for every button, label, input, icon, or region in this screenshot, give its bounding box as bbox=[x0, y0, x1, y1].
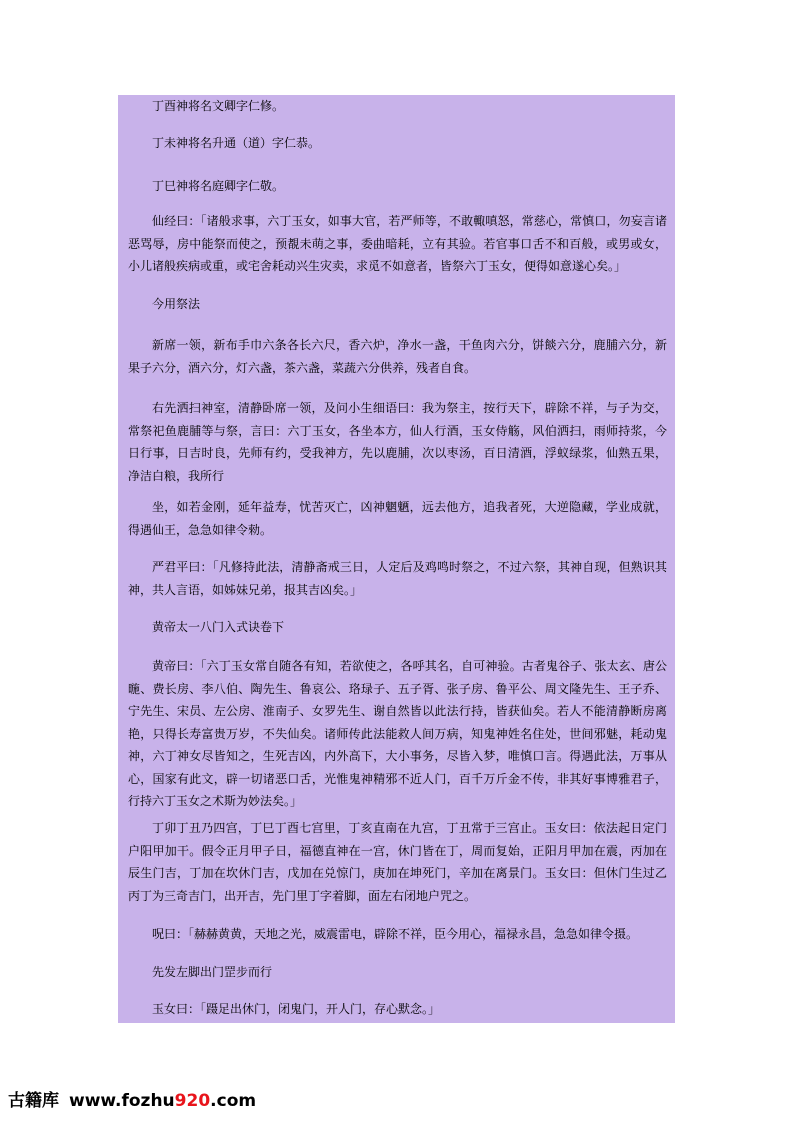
site-url-prefix: www.fozhu bbox=[69, 1091, 175, 1111]
paragraph-incantation: 呪曰：「赫赫黄黄，天地之光，威震雷电，辟除不祥，臣今用心，福禄永昌，急急如律令摄。 bbox=[152, 927, 639, 941]
paragraph-ding-si: 丁巳神将名庭卿字仁敬。 bbox=[152, 179, 285, 193]
paragraph-ritual-continued: 坐，如若金刚，延年益寿，忧苦灭亡，凶神魍魉，远去他方，追我者死，大逆隐藏，学业成就，得遇仙王，急急如律令勑。 bbox=[128, 500, 667, 537]
paragraph-palaces: 丁卯丁丑乃四宫，丁巳丁酉七宫里，丁亥直南在九宫，丁丑常于三宫止。玉女曰：依法起日定门户阳甲加干。假令正月甲子日，福德直神在一宫，休门皆在丁，周而复始，正阳月甲加在震，丙加在辰生门吉，丁加在坎休门吉，戊加在兑惊门，庚加在坤死门，辛加在离景门。玉女曰：但休门生过乙丙丁为三奇吉门，出开吉，先门里丁字着脚，面左右闭地户咒之。 bbox=[128, 821, 667, 903]
site-url-number: 920 bbox=[174, 1091, 211, 1111]
paragraph-ding-wei: 丁未神将名升通（道）字仁恭。 bbox=[152, 136, 321, 150]
site-url-suffix: .com bbox=[210, 1091, 257, 1111]
site-name: 古籍库 bbox=[8, 1091, 59, 1111]
paragraph-xian-jing: 仙经曰：「诸般求事，六丁玉女，如事大官，若严师等，不敢輙嗔怒，常慈心，常慎口，勿妄言诸恶骂辱，房中能祭而使之，预覩未萌之事，委曲暗耗，立有其验。若官事口舌不和百般，或男或女，小儿诸般疾病或重，或宅舍耗动兴生灾卖，求觅不如意者，皆祭六丁玉女，便得如意遂心矣。」 bbox=[128, 214, 667, 273]
paragraph-ding-you: 丁酉神将名文卿字仁修。 bbox=[152, 99, 285, 113]
paragraph-heading-scroll: 黄帝太一八门入式诀卷下 bbox=[152, 620, 285, 634]
paragraph-yu-nv: 玉女曰：「蹑足出休门，闭鬼门，开人门，存心默念。」 bbox=[152, 1002, 441, 1016]
site-watermark bbox=[8, 1088, 256, 1114]
paragraph-offerings: 新席一领，新布手巾六条各长六尺，香六炉，净水一盏，干鱼肉六分，饼餤六分，鹿脯六分，新果子六分，酒六分，灯六盏，茶六盏，菜蔬六分供养，残者自食。 bbox=[128, 338, 667, 375]
paragraph-yan-jun-ping: 严君平曰：「凡修持此法，清静斋戒三日，人定后及鸡鸣时祭之，不过六祭，其神自现，但熟识其神，共人言语，如姊妹兄弟，报其吉凶矣。」 bbox=[128, 560, 667, 597]
paragraph-heading-ji-fa: 今用祭法 bbox=[152, 297, 201, 311]
document-body bbox=[118, 95, 675, 1023]
paragraph-ritual: 右先洒扫神室，清静卧席一领，及问小生细语曰：我为祭主，按行天下，辟除不祥，与子为交，常祭祀鱼鹿脯等与祭，言曰：六丁玉女，各坐本方，仙人行酒，玉女侍觞，风伯洒扫，雨师持浆，今日行事，日吉时良，先师有约，受我神方，先以鹿脯，次以枣汤，百日清酒，浮蚁绿浆，仙熟五果，净洁白粮，我所行 bbox=[128, 401, 667, 483]
paragraph-huang-di: 黄帝曰：「六丁玉女常自随各有知，若欲使之，各呼其名，自可神验。古者鬼谷子、张太玄、唐公暆、费长房、李八伯、陶先生、鲁哀公、珞琭子、五子胥、张子房、鲁平公、周文隆先生、王子乔、宁先生、宋员、左公房、淮南子、女罗先生、谢自然皆以此法行持，皆获仙矣。若人不能清静断房离艳，只得长寿富贵万岁，不失仙矣。诸师传此法能救人间万病，知鬼神姓名住处，世间邪魅，耗动鬼神，六丁神女尽皆知之，生死吉凶，内外高下，大小事务，尽皆入梦，唯慎口言。得遇此法，万事从心，国家有此文，辟一切诸恶口舌，光惟鬼神精邪不近人门，百千万斤金不传，非其好事博雅君子，行持六丁玉女之术斯为妙法矣。」 bbox=[128, 659, 667, 808]
paragraph-left-foot: 先发左脚出门罡步而行 bbox=[152, 965, 273, 979]
